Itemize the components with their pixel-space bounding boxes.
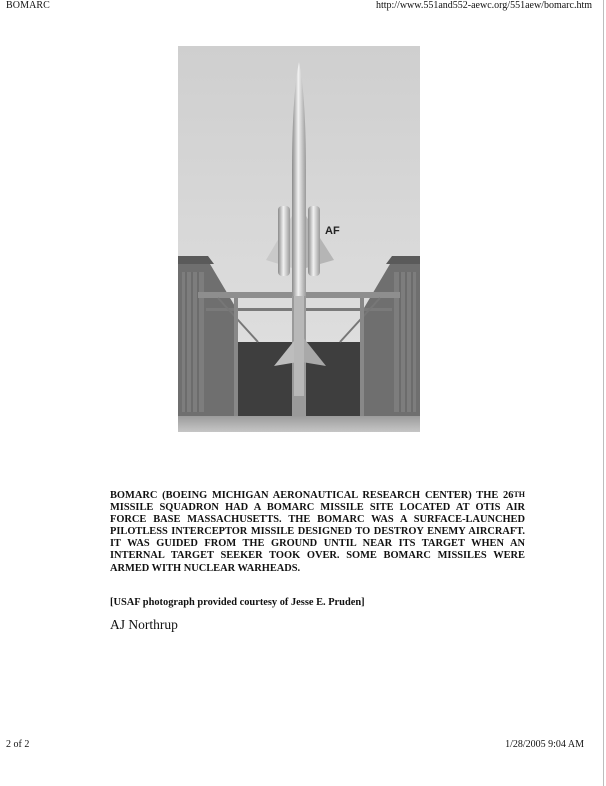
author-signature: AJ Northrup: [110, 617, 178, 632]
photo-credit: [USAF photograph provided courtesy of Jesse E. Pruden]: [110, 597, 365, 608]
page-header-url[interactable]: http://www.551and552-aewc.org/551aew/bomarc.htm: [375, 0, 592, 11]
tail-marking: AF: [325, 225, 340, 237]
article-paragraph: BOMARC (BOEING MICHIGAN AERONAUTICAL RESEARCH CENTER) THE 26TH MISSILE SQUADRON HAD A BOMARC MISSILE SITE LOCATED AT OTIS AIR FORCE BASE MASSACHUSETTS. THE BOMARC WAS A SURFACE-LAUNCHED PILOTLESS INTERCEPTOR MISSILE DESIGNED TO DESTROY ENEMY AIRCRAFT. IT WAS GUIDED FROM THE GROUND UNTIL NEAR ITS TARGET WHEN AN INTERNAL TARGET SEEKER TOOK OVER. SOME BOMARC MISSILES WERE ARMED WITH NUCLEAR WARHEADS.: [110, 490, 525, 574]
page-header-title: BOMARC: [6, 0, 50, 11]
page-number: 2 of 2: [6, 739, 30, 750]
print-timestamp: 1/28/2005 9:04 AM: [505, 739, 584, 750]
page-edge-divider: [603, 0, 604, 786]
bomarc-missile-photo: [178, 46, 420, 432]
